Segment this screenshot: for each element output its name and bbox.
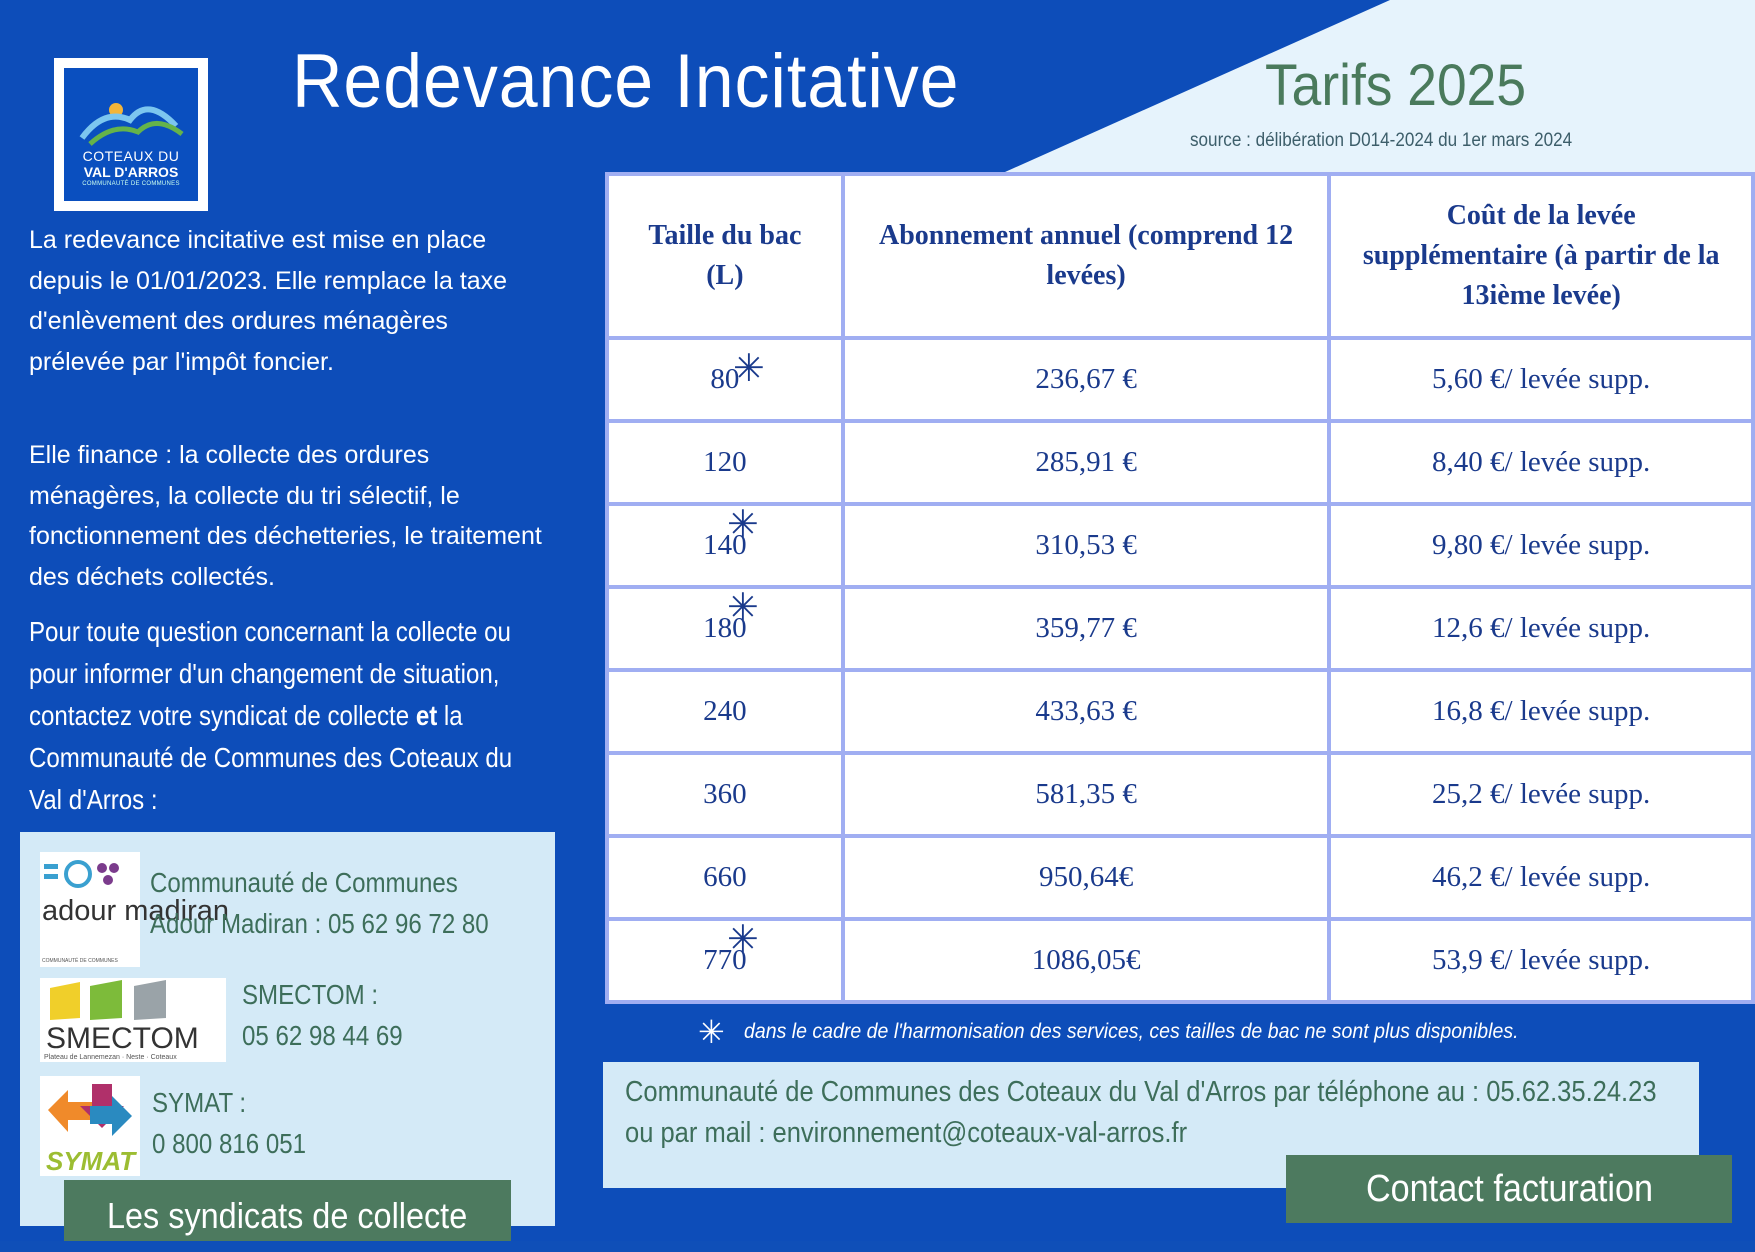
cout-cell: 9,80 €/ levée supp. xyxy=(1329,504,1753,587)
intro-paragraph-1: La redevance incitative est mise en place depuis le 01/01/2023. Elle remplace la taxe d'enlèvement des ordures ménagères prélevée par l'impôt foncier. xyxy=(29,226,508,376)
cout-cell: 25,2 €/ levée supp. xyxy=(1329,753,1753,836)
size-cell xyxy=(607,919,843,1002)
logo-line2: VAL D'ARROS xyxy=(83,164,179,180)
abonnement-cell: 310,53 € xyxy=(843,504,1330,587)
logo-line3: COMMUNAUTÉ DE COMMUNES xyxy=(82,181,180,187)
table-row xyxy=(607,919,1753,1002)
header-abonnement: Abonnement annuel (comprend 12 levées) xyxy=(843,174,1330,338)
size-cell xyxy=(607,836,843,919)
adour-madiran-contact: Communauté de Communes Adour Madiran : 05 62 96 72 80 xyxy=(150,867,489,939)
size-value: 360 xyxy=(703,778,747,810)
adour-madiran-logo xyxy=(40,852,229,967)
contact-paragraph: Pour toute question concernant la collecte ou pour informer d'un changement de situation, contactez votre syndicat de collecte et la Communauté de Communes des Coteaux du Val d'Arros : xyxy=(29,616,513,815)
tarifs-table xyxy=(605,172,1755,1004)
asterisk-icon: ✳ xyxy=(698,1013,725,1051)
table-row xyxy=(607,836,1753,919)
source-note: source : délibération D014-2024 du 1er mars 2024 xyxy=(1190,130,1573,151)
table-row xyxy=(607,753,1753,836)
size-value: 140 xyxy=(703,529,747,561)
smectom-contact: SMECTOM : 05 62 98 44 69 xyxy=(242,979,403,1051)
svg-text:COMMUNAUTÉ DE COMMUNES: COMMUNAUTÉ DE COMMUNES xyxy=(42,958,118,964)
intro-paragraph-2: Elle finance : la collecte des ordures ménagères, la collecte du tri sélectif, le fonctionnement des déchetteries, le traitement des déchets collectés. xyxy=(29,441,542,591)
abonnement-cell: 359,77 € xyxy=(843,587,1330,670)
cout-cell: 12,6 €/ levée supp. xyxy=(1329,587,1753,670)
svg-text:adour madiran: adour madiran xyxy=(42,895,229,927)
abonnement-cell: 285,91 € xyxy=(843,421,1330,504)
abonnement-cell: 950,64€ xyxy=(843,836,1330,919)
logo xyxy=(54,58,208,211)
cout-cell: 16,8 €/ levée supp. xyxy=(1329,670,1753,753)
table-row xyxy=(607,670,1753,753)
size-value: 80 xyxy=(710,363,740,395)
logo-line1: COTEAUX DU xyxy=(82,148,180,164)
symat-logo xyxy=(40,1076,140,1176)
smectom-icon xyxy=(40,978,226,1062)
svg-text:Plateau de Lannemezan · Neste: Plateau de Lannemezan · Neste · Coteaux xyxy=(44,1054,177,1061)
syndicats-label: Les syndicats de collecte xyxy=(64,1180,511,1241)
cout-cell: 46,2 €/ levée supp. xyxy=(1329,836,1753,919)
asterisk-icon: ✳ xyxy=(727,917,759,961)
abonnement-cell: 236,67 € xyxy=(843,338,1330,421)
symat-icon xyxy=(40,1076,140,1176)
size-cell xyxy=(607,753,843,836)
tarifs-title: Tarifs 2025 xyxy=(1265,53,1527,118)
asterisk-icon: ✳ xyxy=(727,502,759,546)
abonnement-cell: 433,63 € xyxy=(843,670,1330,753)
facturation-contact: Communauté de Communes des Coteaux du Val d'Arros par téléphone au : 05.62.35.24.23 ou par mail : environnement@coteaux-val-arros.fr xyxy=(625,1076,1657,1149)
svg-text:SYMAT: SYMAT xyxy=(46,1146,136,1176)
table-header-row xyxy=(607,174,1753,338)
svg-text:SMECTOM: SMECTOM xyxy=(46,1022,199,1055)
asterisk-icon: ✳ xyxy=(727,585,759,629)
smectom-logo xyxy=(40,978,226,1062)
cout-cell: 8,40 €/ levée supp. xyxy=(1329,421,1753,504)
abonnement-cell: 1086,05€ xyxy=(843,919,1330,1002)
size-cell xyxy=(607,587,843,670)
facturation-label: Contact facturation xyxy=(1286,1155,1732,1223)
abonnement-cell: 581,35 € xyxy=(843,753,1330,836)
header-cout: Coût de la levée supplémentaire (à partir de la 13ième levée) xyxy=(1329,174,1753,338)
size-value: 660 xyxy=(703,861,747,893)
mountain-logo-icon xyxy=(64,68,198,148)
cout-cell: 53,9 €/ levée supp. xyxy=(1329,919,1753,1002)
syndicats-panel xyxy=(20,832,555,1226)
table-row xyxy=(607,338,1753,421)
size-cell xyxy=(607,338,843,421)
asterisk-icon: ✳ xyxy=(733,346,765,390)
cout-cell: 5,60 €/ levée supp. xyxy=(1329,338,1753,421)
table-row xyxy=(607,587,1753,670)
adour-madiran-icon xyxy=(40,852,229,967)
size-value: 240 xyxy=(703,695,747,727)
size-value: 180 xyxy=(703,612,747,644)
footnote: dans le cadre de l'harmonisation des services, ces tailles de bac ne sont plus disponibles. xyxy=(744,1020,1519,1043)
page-title: Redevance Incitative xyxy=(292,39,960,124)
table-row xyxy=(607,421,1753,504)
header-taille: Taille du bac (L) xyxy=(607,174,843,338)
size-cell xyxy=(607,670,843,753)
size-cell xyxy=(607,504,843,587)
table-row xyxy=(607,504,1753,587)
symat-contact: SYMAT : 0 800 816 051 xyxy=(152,1087,306,1159)
size-cell xyxy=(607,421,843,504)
size-value: 120 xyxy=(703,446,747,478)
size-value: 770 xyxy=(703,944,747,976)
